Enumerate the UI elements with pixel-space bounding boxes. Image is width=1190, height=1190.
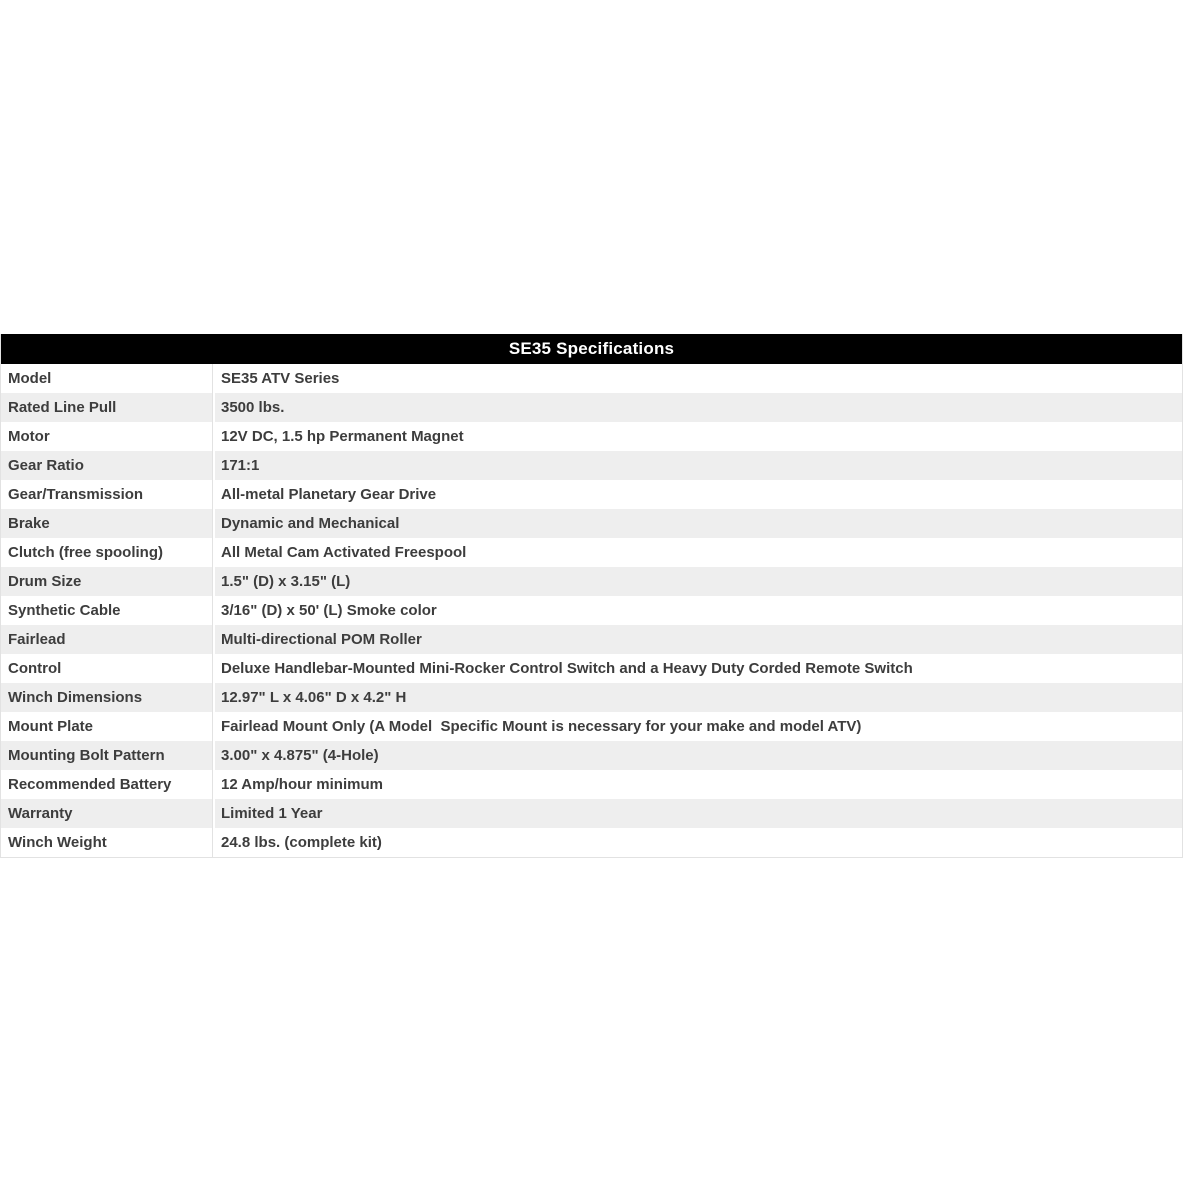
spec-value: 1.5" (D) x 3.15" (L) (213, 567, 1182, 596)
table-row (1, 712, 1182, 741)
table-row (1, 770, 1182, 799)
spec-value: 3/16" (D) x 50' (L) Smoke color (213, 596, 1182, 625)
table-row (1, 799, 1182, 828)
spec-label: Brake (1, 509, 213, 538)
spec-value: 171:1 (213, 451, 1182, 480)
spec-value: 24.8 lbs. (complete kit) (213, 828, 1182, 857)
spec-value: All Metal Cam Activated Freespool (213, 538, 1182, 567)
table-header (1, 334, 1182, 364)
spec-value: 12.97" L x 4.06" D x 4.2" H (213, 683, 1182, 712)
table-title: SE35 Specifications (1, 334, 1182, 364)
spec-label: Motor (1, 422, 213, 451)
spec-value: 3500 lbs. (213, 393, 1182, 422)
table-row (1, 828, 1182, 857)
spec-value: Multi-directional POM Roller (213, 625, 1182, 654)
spec-value: All-metal Planetary Gear Drive (213, 480, 1182, 509)
table-row (1, 625, 1182, 654)
spec-value: SE35 ATV Series (213, 364, 1182, 393)
spec-label: Mounting Bolt Pattern (1, 741, 213, 770)
spec-value: Deluxe Handlebar-Mounted Mini-Rocker Control Switch and a Heavy Duty Corded Remote Switch (213, 654, 1182, 683)
table-row (1, 567, 1182, 596)
spec-value: 12V DC, 1.5 hp Permanent Magnet (213, 422, 1182, 451)
table-row (1, 538, 1182, 567)
spec-label: Model (1, 364, 213, 393)
table-body (1, 364, 1182, 857)
spec-value: Limited 1 Year (213, 799, 1182, 828)
table-row (1, 596, 1182, 625)
spec-label: Control (1, 654, 213, 683)
spec-label: Clutch (free spooling) (1, 538, 213, 567)
spec-label: Mount Plate (1, 712, 213, 741)
spec-label: Fairlead (1, 625, 213, 654)
table-title-row (1, 334, 1182, 364)
table-row (1, 741, 1182, 770)
spec-label: Rated Line Pull (1, 393, 213, 422)
spec-value: Fairlead Mount Only (A Model Specific Mount is necessary for your make and model ATV) (213, 712, 1182, 741)
spec-value: Dynamic and Mechanical (213, 509, 1182, 538)
table-row (1, 364, 1182, 393)
table-row (1, 422, 1182, 451)
spec-label: Gear Ratio (1, 451, 213, 480)
specifications-table (0, 334, 1183, 858)
spec-value: 12 Amp/hour minimum (213, 770, 1182, 799)
table-row (1, 393, 1182, 422)
table-row (1, 509, 1182, 538)
table-row (1, 480, 1182, 509)
spec-label: Synthetic Cable (1, 596, 213, 625)
table-row (1, 654, 1182, 683)
spec-label: Winch Weight (1, 828, 213, 857)
table-row (1, 451, 1182, 480)
table-row (1, 683, 1182, 712)
spec-value: 3.00" x 4.875" (4-Hole) (213, 741, 1182, 770)
spec-label: Drum Size (1, 567, 213, 596)
spec-label: Winch Dimensions (1, 683, 213, 712)
spec-label: Gear/Transmission (1, 480, 213, 509)
spec-label: Recommended Battery (1, 770, 213, 799)
spec-label: Warranty (1, 799, 213, 828)
